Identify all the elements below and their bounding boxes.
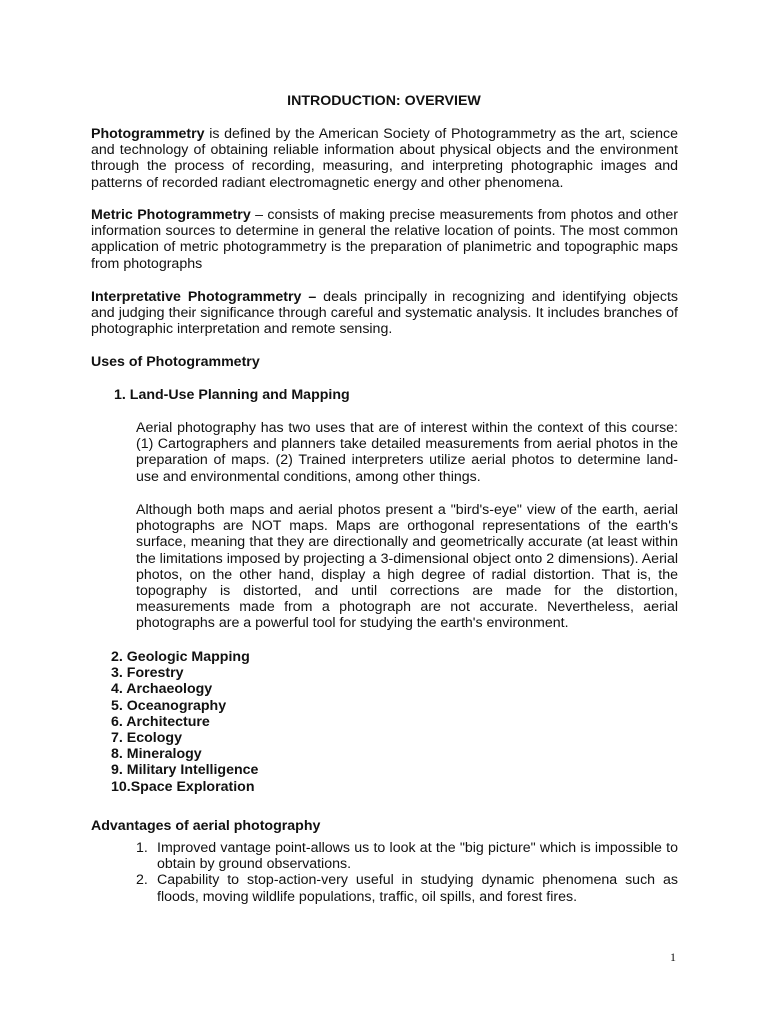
list-item: 10.Space Exploration <box>111 778 255 795</box>
advantages-heading: Advantages of aerial photography <box>91 818 321 834</box>
list-item: 3. Forestry <box>111 665 184 682</box>
list-item-number: 1. <box>136 840 148 856</box>
list-item: 2. Geologic Mapping <box>111 649 250 665</box>
uses-first-item: 1. Land-Use Planning and Mapping <box>114 387 350 403</box>
list-item: 8. Mineralogy <box>111 746 202 763</box>
list-item: 6. Architecture <box>111 713 210 730</box>
land-use-paragraph-2: Although both maps and aerial photos present a "bird's-eye" view of the earth, aerial photographs are NOT maps. Maps are orthogonal representations of the earth's surface, meaning that they are directionally and geometrically accurate (at least within the limitations imposed by projecting a 3-dimensional object onto 2 dimensions). Aerial photos, on the other hand, display a high degree of radial distortion. That is, the topography is distorted, and until corrections are made for the distortion, measurements made from a photograph are not accurate. Nevertheless, aerial photographs are a powerful tool for studying the earth's environment. <box>136 502 678 632</box>
list-item <box>136 872 678 904</box>
interpretative-paragraph <box>91 289 678 338</box>
list-item-number: 2. <box>136 872 148 889</box>
metric-text: – consists of making precise measurements from photos and other information sources to determine in general the relative location of points. The most common application of metric photogrammetry is the preparation of planimetric and topographic maps from photographs <box>91 207 678 272</box>
intro-text: is defined by the American Society of Photogrammetry as the art, science and technology of obtaining reliable information about physical objects and the environment through the process of recording, measuring, and interpreting photographic images and patterns of recorded radiant electromagnetic energy and other phenomena. <box>91 126 678 191</box>
page-number: 1 <box>670 950 676 964</box>
list-item: 4. Archaeology <box>111 681 213 698</box>
land-use-paragraph-1: Aerial photography has two uses that are of interest within the context of this course: (1) Cartographers and planners take detailed measurements from aerial photos in the preparation of maps. (2) Trained interpreters utilize aerial photos to determine land-use and environmental conditions, among other things. <box>136 420 678 485</box>
uses-list <box>111 649 258 795</box>
list-item-text: Improved vantage point-allows us to look at the "big picture" which is impossible to obtain by ground observations. <box>157 840 678 873</box>
interpretative-term: Interpretative Photogrammetry – <box>91 289 317 305</box>
metric-paragraph <box>91 207 678 272</box>
advantages-list <box>136 840 678 905</box>
intro-paragraph <box>91 126 678 191</box>
intro-term: Photogrammetry <box>91 126 205 142</box>
list-item <box>136 840 678 872</box>
list-item: 7. Ecology <box>111 730 182 747</box>
page-title: INTRODUCTION: OVERVIEW <box>287 93 481 109</box>
list-item: 9. Military Intelligence <box>111 762 259 779</box>
list-item: 5. Oceanography <box>111 697 227 714</box>
list-item-text: Capability to stop-action-very useful in studying dynamic phenomena such as floods, moving wildlife populations, traffic, oil spills, and forest fires. <box>157 872 678 905</box>
interpretative-text: deals principally in recognizing and identifying objects and judging their significance through careful and systematic analysis. It includes branches of photographic interpretation and remote sensing. <box>91 289 679 338</box>
uses-heading: Uses of Photogrammetry <box>91 354 260 370</box>
metric-term: Metric Photogrammetry <box>91 207 251 223</box>
